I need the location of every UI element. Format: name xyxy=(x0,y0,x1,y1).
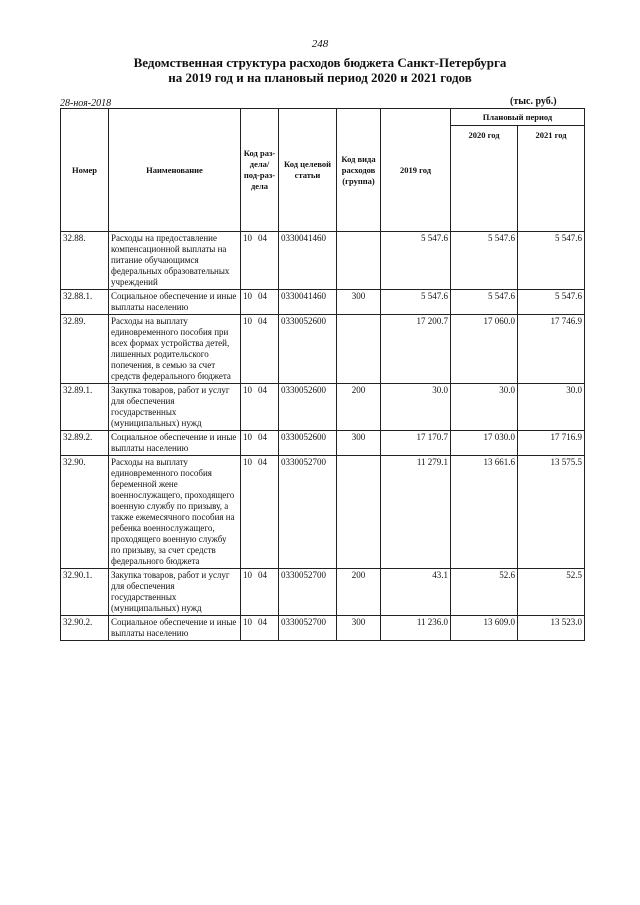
row-2021: 5 547.6 xyxy=(518,290,585,315)
row-type xyxy=(337,315,381,384)
header-planned: Плановый период xyxy=(451,109,585,126)
row-2020: 30.0 xyxy=(451,384,518,431)
row-article: 0330052700 xyxy=(279,616,337,641)
row-2021: 13 523.0 xyxy=(518,616,585,641)
row-razdel: 10 xyxy=(243,233,252,243)
row-type: 200 xyxy=(337,384,381,431)
row-type: 300 xyxy=(337,290,381,315)
row-2021: 5 547.6 xyxy=(518,232,585,290)
row-2019: 11 236.0 xyxy=(381,616,451,641)
row-name: Социальное обеспечение и иные выплаты населению xyxy=(109,431,241,456)
document-title-line2: на 2019 год и на плановый период 2020 и 2021 годов xyxy=(168,70,472,85)
row-number: 32.90. xyxy=(61,456,109,569)
row-2021: 30.0 xyxy=(518,384,585,431)
row-razdel: 10 xyxy=(243,570,252,580)
row-name: Закупка товаров, работ и услуг для обеспечения государственных (муниципальных) нужд xyxy=(109,384,241,431)
row-razdel: 10 xyxy=(243,291,252,301)
header-2020: 2020 год xyxy=(451,126,518,232)
row-2020: 5 547.6 xyxy=(451,232,518,290)
page-number: 248 xyxy=(311,38,329,50)
row-section xyxy=(241,456,279,569)
row-podrazdel: 04 xyxy=(258,316,267,326)
header-section: Код раз-дела/ под-раз-дела xyxy=(241,109,279,232)
row-type xyxy=(337,456,381,569)
row-razdel: 10 xyxy=(243,432,252,442)
row-section xyxy=(241,315,279,384)
row-razdel: 10 xyxy=(243,385,252,395)
row-name: Социальное обеспечение и иные выплаты населению xyxy=(109,290,241,315)
row-2019: 11 279.1 xyxy=(381,456,451,569)
row-article: 0330052600 xyxy=(279,384,337,431)
document-date: 28-ноя-2018 xyxy=(60,98,112,109)
row-2021: 17 746.9 xyxy=(518,315,585,384)
row-type: 200 xyxy=(337,569,381,616)
row-2020: 52.6 xyxy=(451,569,518,616)
row-section xyxy=(241,232,279,290)
row-2021: 13 575.5 xyxy=(518,456,585,569)
row-podrazdel: 04 xyxy=(258,291,267,301)
header-2021: 2021 год xyxy=(518,126,585,232)
row-article: 0330052600 xyxy=(279,315,337,384)
row-podrazdel: 04 xyxy=(258,385,267,395)
row-razdel: 10 xyxy=(243,316,252,326)
document-title-line1: Ведомственная структура расходов бюджета Санкт-Петербурга xyxy=(133,55,507,70)
row-2020: 13 609.0 xyxy=(451,616,518,641)
row-razdel: 10 xyxy=(243,617,252,627)
row-number: 32.89.2. xyxy=(61,431,109,456)
row-2021: 52.5 xyxy=(518,569,585,616)
row-name: Расходы на предоставление компенсационной выплаты на питание обучающимся федеральных образовательных учреждений xyxy=(109,232,241,290)
header-number: Номер xyxy=(61,109,109,232)
row-razdel: 10 xyxy=(243,457,252,467)
header-article: Код целевой статьи xyxy=(279,109,337,232)
row-podrazdel: 04 xyxy=(258,457,267,467)
row-section xyxy=(241,431,279,456)
table-row xyxy=(61,616,585,641)
row-2019: 5 547.6 xyxy=(381,290,451,315)
row-name: Закупка товаров, работ и услуг для обеспечения государственных (муниципальных) нужд xyxy=(109,569,241,616)
row-podrazdel: 04 xyxy=(258,617,267,627)
row-2019: 17 170.7 xyxy=(381,431,451,456)
row-2019: 43.1 xyxy=(381,569,451,616)
table-row xyxy=(61,456,585,569)
row-2020: 17 060.0 xyxy=(451,315,518,384)
row-article: 0330041460 xyxy=(279,232,337,290)
table-row xyxy=(61,569,585,616)
table-row xyxy=(61,384,585,431)
row-2019: 17 200.7 xyxy=(381,315,451,384)
row-2020: 17 030.0 xyxy=(451,431,518,456)
row-type: 300 xyxy=(337,616,381,641)
row-article: 0330052700 xyxy=(279,456,337,569)
row-name: Расходы на выплату единовременного пособия беременной жене военнослужащего, проходящего военную службу по призыву, а также ежемесячного пособия на ребенка военнослужащего, проходящего военную службу по призыву, за счет средств федерального бюджета xyxy=(109,456,241,569)
row-article: 0330052700 xyxy=(279,569,337,616)
row-type: 300 xyxy=(337,431,381,456)
table-row xyxy=(61,290,585,315)
row-section xyxy=(241,384,279,431)
row-podrazdel: 04 xyxy=(258,570,267,580)
row-type xyxy=(337,232,381,290)
table-row xyxy=(61,431,585,456)
row-name: Расходы на выплату единовременного пособия при всех формах устройства детей, лишенных родительского попечения, в семью за счет средств федерального бюджета xyxy=(109,315,241,384)
row-2020: 5 547.6 xyxy=(451,290,518,315)
row-podrazdel: 04 xyxy=(258,233,267,243)
unit-label: (тыс. руб.) xyxy=(510,96,557,107)
header-name: Наименование xyxy=(109,109,241,232)
row-article: 0330041460 xyxy=(279,290,337,315)
row-article: 0330052600 xyxy=(279,431,337,456)
row-number: 32.89. xyxy=(61,315,109,384)
row-section xyxy=(241,616,279,641)
row-section xyxy=(241,569,279,616)
table-row xyxy=(61,232,585,290)
row-number: 32.90.2. xyxy=(61,616,109,641)
row-number: 32.89.1. xyxy=(61,384,109,431)
row-number: 32.90.1. xyxy=(61,569,109,616)
row-section xyxy=(241,290,279,315)
row-2021: 17 716.9 xyxy=(518,431,585,456)
row-2019: 30.0 xyxy=(381,384,451,431)
row-number: 32.88.1. xyxy=(61,290,109,315)
row-2019: 5 547.6 xyxy=(381,232,451,290)
row-podrazdel: 04 xyxy=(258,432,267,442)
row-2020: 13 661.6 xyxy=(451,456,518,569)
header-2019: 2019 год xyxy=(381,109,451,232)
header-type: Код вида расходов (группа) xyxy=(337,109,381,232)
budget-table xyxy=(60,108,585,641)
row-number: 32.88. xyxy=(61,232,109,290)
row-name: Социальное обеспечение и иные выплаты населению xyxy=(109,616,241,641)
table-row xyxy=(61,315,585,384)
